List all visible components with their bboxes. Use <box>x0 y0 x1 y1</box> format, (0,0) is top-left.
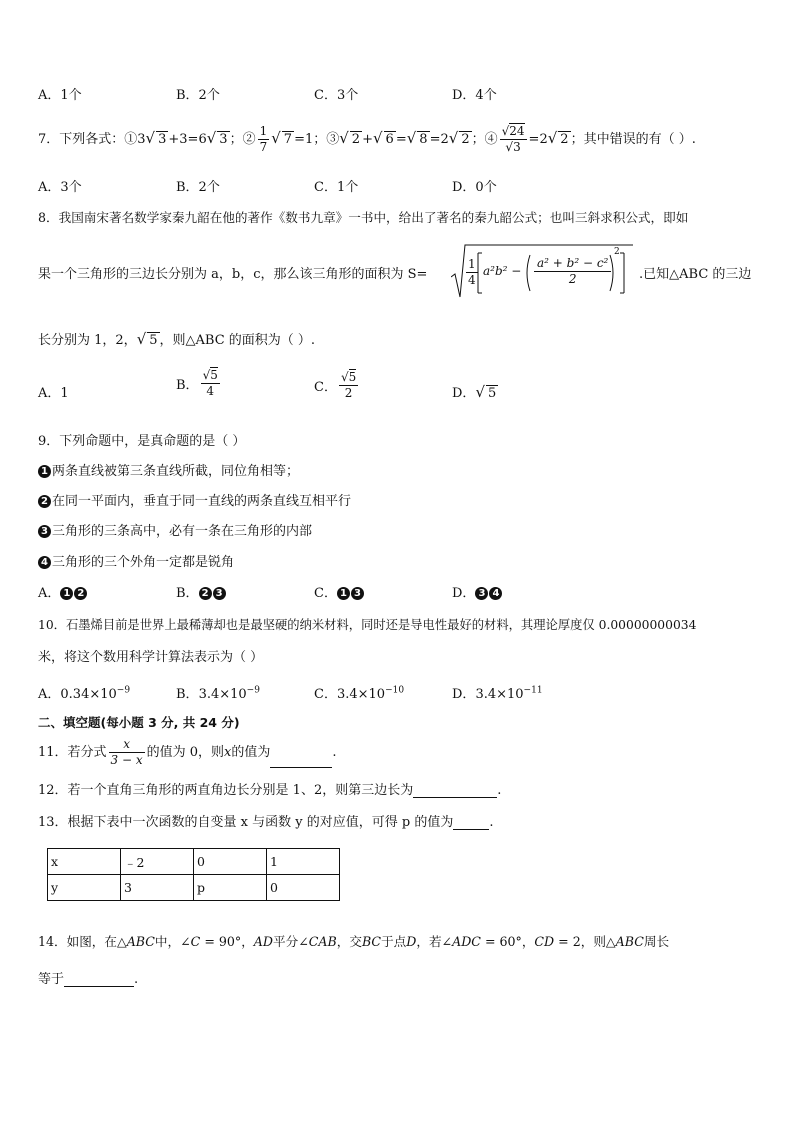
q8-line-3: 长分别为 1，2，√ 5 ，则△ABC 的面积为（ ）. <box>38 330 316 348</box>
q9-item-4: 4 三角形的三个外角一定都是锐角 <box>38 551 234 570</box>
q6-option-b: B．2个 <box>176 88 220 103</box>
q7-stem: 7．下列各式：①3√ 3 +3=6√ 3 ；② $\frac{1}{7}$ √ 7 =1；③√ 2 +√ 6 =√ 8 =2√ 2 ；④ $\frac{√24}{√3}$ =2√ 2 ；其中错误的有（ ）. <box>38 124 696 154</box>
q11: 11．若分式 $\frac{x}{3 - x}$ 的值为 0，则x的值为 . <box>38 737 337 767</box>
q12: 12．若一个直角三角形的两直角边长分别是 1、2，则第三边长为 . <box>38 783 502 798</box>
q9-option-a: A． 1 2 <box>38 582 88 601</box>
q13: 13．根据下表中一次函数的自变量 x 与函数 y 的对应值，可得 p 的值为 . <box>38 815 494 830</box>
q8-line-2-post: .已知△ABC 的三边 <box>639 267 752 282</box>
q10-option-a: A．$0.34\times 10^{-9}$ <box>38 685 131 702</box>
q7-option-c: C．1个 <box>314 180 359 195</box>
q7-option-d: D．0个 <box>452 180 497 195</box>
q14-answer-blank <box>64 986 134 987</box>
q9-item-1: 1 两条直线被第三条直线所截，同位角相等； <box>38 460 299 479</box>
q7-option-a: A．3个 <box>38 180 82 195</box>
q7-fraction-sqrt24-sqrt3: $\frac{√24}{√3}$ <box>501 124 525 154</box>
q9-option-d: D． 3 4 <box>452 582 503 601</box>
qin-jiushao-formula <box>451 243 633 299</box>
table-cell: x <box>48 849 121 875</box>
formula-quarter: $\frac{1}{4}$ <box>468 257 476 287</box>
table-cell: y <box>48 875 121 901</box>
formula-inner-fraction: $\frac{\text{a² + b² − c²}}{2}$ <box>534 256 611 287</box>
q11-answer-blank <box>270 767 332 768</box>
q9-stem: 9．下列命题中，是真命题的是（ ） <box>38 434 246 449</box>
q8-option-c: C． $\frac{√5}{2}$ <box>314 370 357 400</box>
table-cell: 0 <box>267 875 340 901</box>
q14-line-1: 14．如图，在△ABC中，∠C = 90°，AD平分∠CAB，交BC于点D，若∠ADC = 60°，CD = 2，则△ABC周长 <box>38 934 670 949</box>
q10-option-d: D．$3.4\times 10^{-11}$ <box>452 685 543 702</box>
formula-a2b2: a²b² − <box>483 264 522 278</box>
q7-option-b: B．2个 <box>176 180 220 195</box>
table-cell: p <box>194 875 267 901</box>
table-cell: ﹣2 <box>121 849 194 875</box>
q8-option-b: B． $\frac{√5}{4}$ <box>176 368 218 398</box>
q9-option-b: B． 2 3 <box>176 582 227 601</box>
q10-line-2: 米，将这个数用科学计算法表示为（ ） <box>38 650 264 665</box>
q9-option-c: C． 1 3 <box>314 582 365 601</box>
formula-outer-exp: 2 <box>614 247 620 257</box>
q13-answer-blank <box>453 829 489 830</box>
table-row <box>48 875 340 901</box>
q9-item-3: 3 三角形的三条高中，必有一条在三角形的内部 <box>38 520 312 539</box>
q7-fraction-1-7: $\frac{1}{7}$ <box>259 124 268 154</box>
q8-option-a: A．1 <box>38 386 69 401</box>
table-row <box>48 849 340 875</box>
table-cell: 0 <box>194 849 267 875</box>
q12-answer-blank <box>413 797 497 798</box>
table-cell: 1 <box>267 849 340 875</box>
q10-option-c: C．$3.4\times 10^{-10}$ <box>314 685 405 702</box>
q6-option-a: A．1个 <box>38 88 82 103</box>
q14-line-2: 等于 . <box>38 972 139 987</box>
section-2-heading: 二、填空题(每小题 3 分, 共 24 分) <box>38 715 240 730</box>
q8-line-2-pre: 果一个三角形的三边长分别为 a，b，c，那么该三角形的面积为 S= <box>38 267 428 282</box>
q6-option-d: D．4个 <box>452 88 497 103</box>
q10-option-b: B．$3.4\times 10^{-9}$ <box>176 685 260 702</box>
q9-item-2: 2 在同一平面内，垂直于同一直线的两条直线互相平行 <box>38 490 351 509</box>
q10-line-1: 10．石墨烯目前是世界上最稀薄却也是最坚硬的纳米材料，同时还是导电性最好的材料，其理论厚度仅 0.00000000034 <box>38 618 697 632</box>
q8-option-d: D．√ 5 <box>452 383 497 401</box>
q13-table <box>47 848 340 901</box>
table-cell: 3 <box>121 875 194 901</box>
q6-option-c: C．3个 <box>314 88 359 103</box>
q8-line-1: 8．我国南宋著名数学家秦九韶在他的著作《数书九章》一书中，给出了著名的秦九韶公式；也叫三斜求积公式，即如 <box>38 210 689 225</box>
